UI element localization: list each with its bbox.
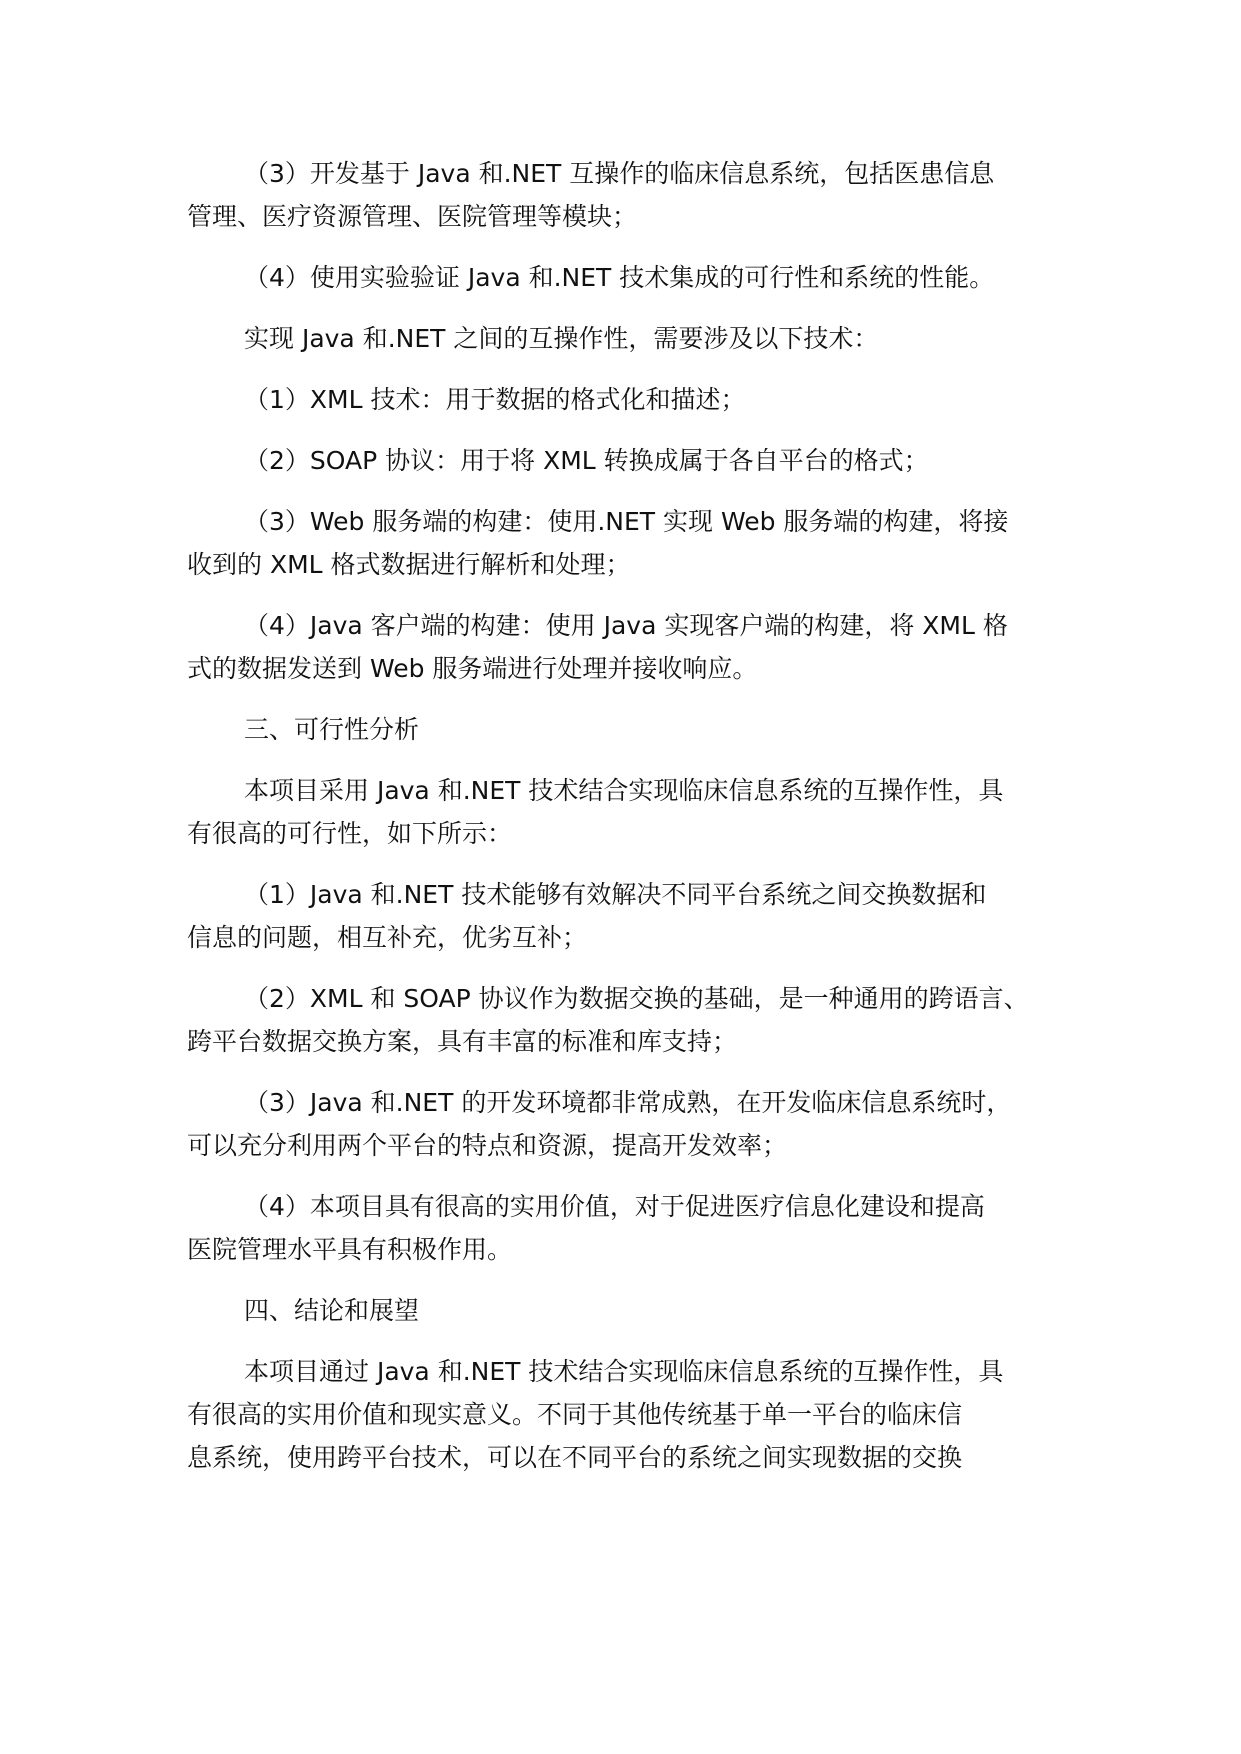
text-line: （1）Java 和.NET 技术能够有效解决不同平台系统之间交换数据和 [244, 880, 987, 909]
text-line: 实现 Java 和.NET 之间的互操作性，需要涉及以下技术： [244, 324, 879, 353]
text-line: 信息的问题，相互补充，优劣互补； [187, 923, 588, 952]
paragraph-feasibility-4 [187, 1185, 1067, 1271]
text-line: （4）Java 客户端的构建：使用 Java 实现客户端的构建，将 XML 格 [244, 611, 1008, 640]
paragraph-objective-3 [187, 152, 1067, 238]
text-line: 医院管理水平具有积极作用。 [187, 1235, 513, 1264]
section-heading: 四、结论和展望 [244, 1296, 420, 1325]
section-heading-conclusion [187, 1289, 1067, 1332]
document-body [187, 152, 1067, 1497]
text-line: 管理、医疗资源管理、医院管理等模块； [187, 202, 638, 231]
text-line: （4）使用实验验证 Java 和.NET 技术集成的可行性和系统的性能。 [244, 263, 995, 292]
paragraph-feasibility-1 [187, 873, 1067, 959]
paragraph-feasibility-intro [187, 769, 1067, 855]
text-line: （3）Java 和.NET 的开发环境都非常成熟，在开发临床信息系统时， [244, 1088, 1012, 1117]
paragraph-feasibility-2 [187, 977, 1067, 1063]
text-line: 有很高的实用价值和现实意义。不同于其他传统基于单一平台的临床信 [187, 1400, 963, 1429]
section-heading: 三、可行性分析 [244, 715, 420, 744]
paragraph-objective-4 [187, 256, 1067, 299]
text-line: 可以充分利用两个平台的特点和资源，提高开发效率； [187, 1131, 788, 1160]
paragraph-tech-intro [187, 317, 1067, 360]
text-line: 本项目通过 Java 和.NET 技术结合实现临床信息系统的互操作性，具 [244, 1357, 1004, 1386]
text-line: 息系统，使用跨平台技术，可以在不同平台的系统之间实现数据的交换 [187, 1443, 963, 1472]
text-line: （3）Web 服务端的构建：使用.NET 实现 Web 服务端的构建，将接 [244, 507, 1009, 536]
text-line: （4）本项目具有很高的实用价值，对于促进医疗信息化建设和提高 [244, 1192, 985, 1221]
text-line: （2）SOAP 协议：用于将 XML 转换成属于各自平台的格式； [244, 446, 929, 475]
text-line: （2）XML 和 SOAP 协议作为数据交换的基础，是一种通用的跨语言、 [244, 984, 1029, 1013]
paragraph-tech-2 [187, 439, 1067, 482]
text-line: 有很高的可行性，如下所示： [187, 819, 513, 848]
text-line: （1）XML 技术：用于数据的格式化和描述； [244, 385, 746, 414]
paragraph-tech-3 [187, 500, 1067, 586]
paragraph-conclusion [187, 1350, 1067, 1479]
text-line: 收到的 XML 格式数据进行解析和处理； [187, 550, 631, 579]
text-line: （3）开发基于 Java 和.NET 互操作的临床信息系统，包括医患信息 [244, 159, 995, 188]
text-line: 式的数据发送到 Web 服务端进行处理并接收响应。 [187, 654, 758, 683]
text-line: 本项目采用 Java 和.NET 技术结合实现临床信息系统的互操作性，具 [244, 776, 1004, 805]
paragraph-feasibility-3 [187, 1081, 1067, 1167]
text-line: 跨平台数据交换方案，具有丰富的标准和库支持； [187, 1027, 738, 1056]
section-heading-feasibility [187, 708, 1067, 751]
paragraph-tech-1 [187, 378, 1067, 421]
paragraph-tech-4 [187, 604, 1067, 690]
